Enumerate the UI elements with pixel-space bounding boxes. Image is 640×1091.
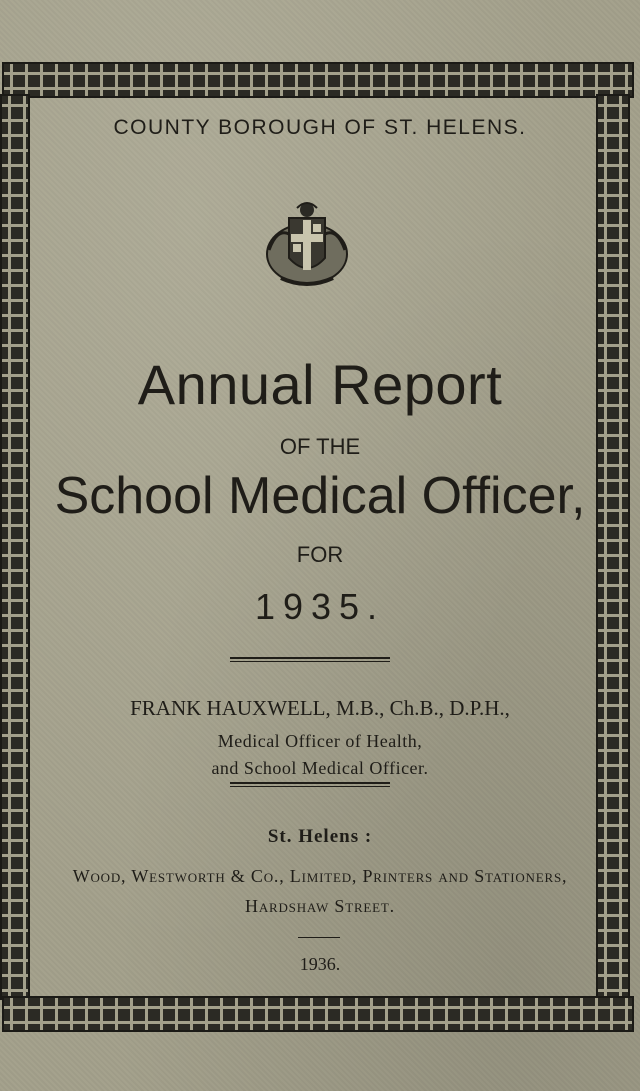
printer-street: Hardshaw Street. xyxy=(245,896,395,916)
publication-place: St. Helens : xyxy=(267,826,373,847)
coat-of-arms-icon xyxy=(259,198,355,294)
authority-heading: COUNTY BOROUGH OF ST. HELENS. xyxy=(113,116,527,139)
divider-rule xyxy=(230,661,390,662)
report-year: 1935. xyxy=(254,586,386,627)
divider-rule xyxy=(230,782,390,784)
of-the-label: OF THE xyxy=(279,434,361,459)
for-label: FOR xyxy=(296,542,344,567)
report-title: Annual Report xyxy=(137,353,503,416)
divider-rule xyxy=(230,657,390,659)
printer-line: Wood, Westworth & Co., Limited, Printers and Stationers, xyxy=(72,866,568,886)
author-role-line-2: and School Medical Officer. xyxy=(211,758,429,778)
author-role-line-1: Medical Officer of Health, xyxy=(217,731,423,751)
decorative-border-bottom xyxy=(2,996,634,1032)
publication-year: 1936. xyxy=(299,954,341,974)
decorative-border-top xyxy=(2,62,634,98)
report-subtitle: School Medical Officer, xyxy=(54,467,586,525)
author-name: FRANK HAUXWELL, M.B., Ch.B., D.P.H., xyxy=(130,696,510,720)
divider-rule xyxy=(230,786,390,787)
short-divider xyxy=(298,937,340,938)
